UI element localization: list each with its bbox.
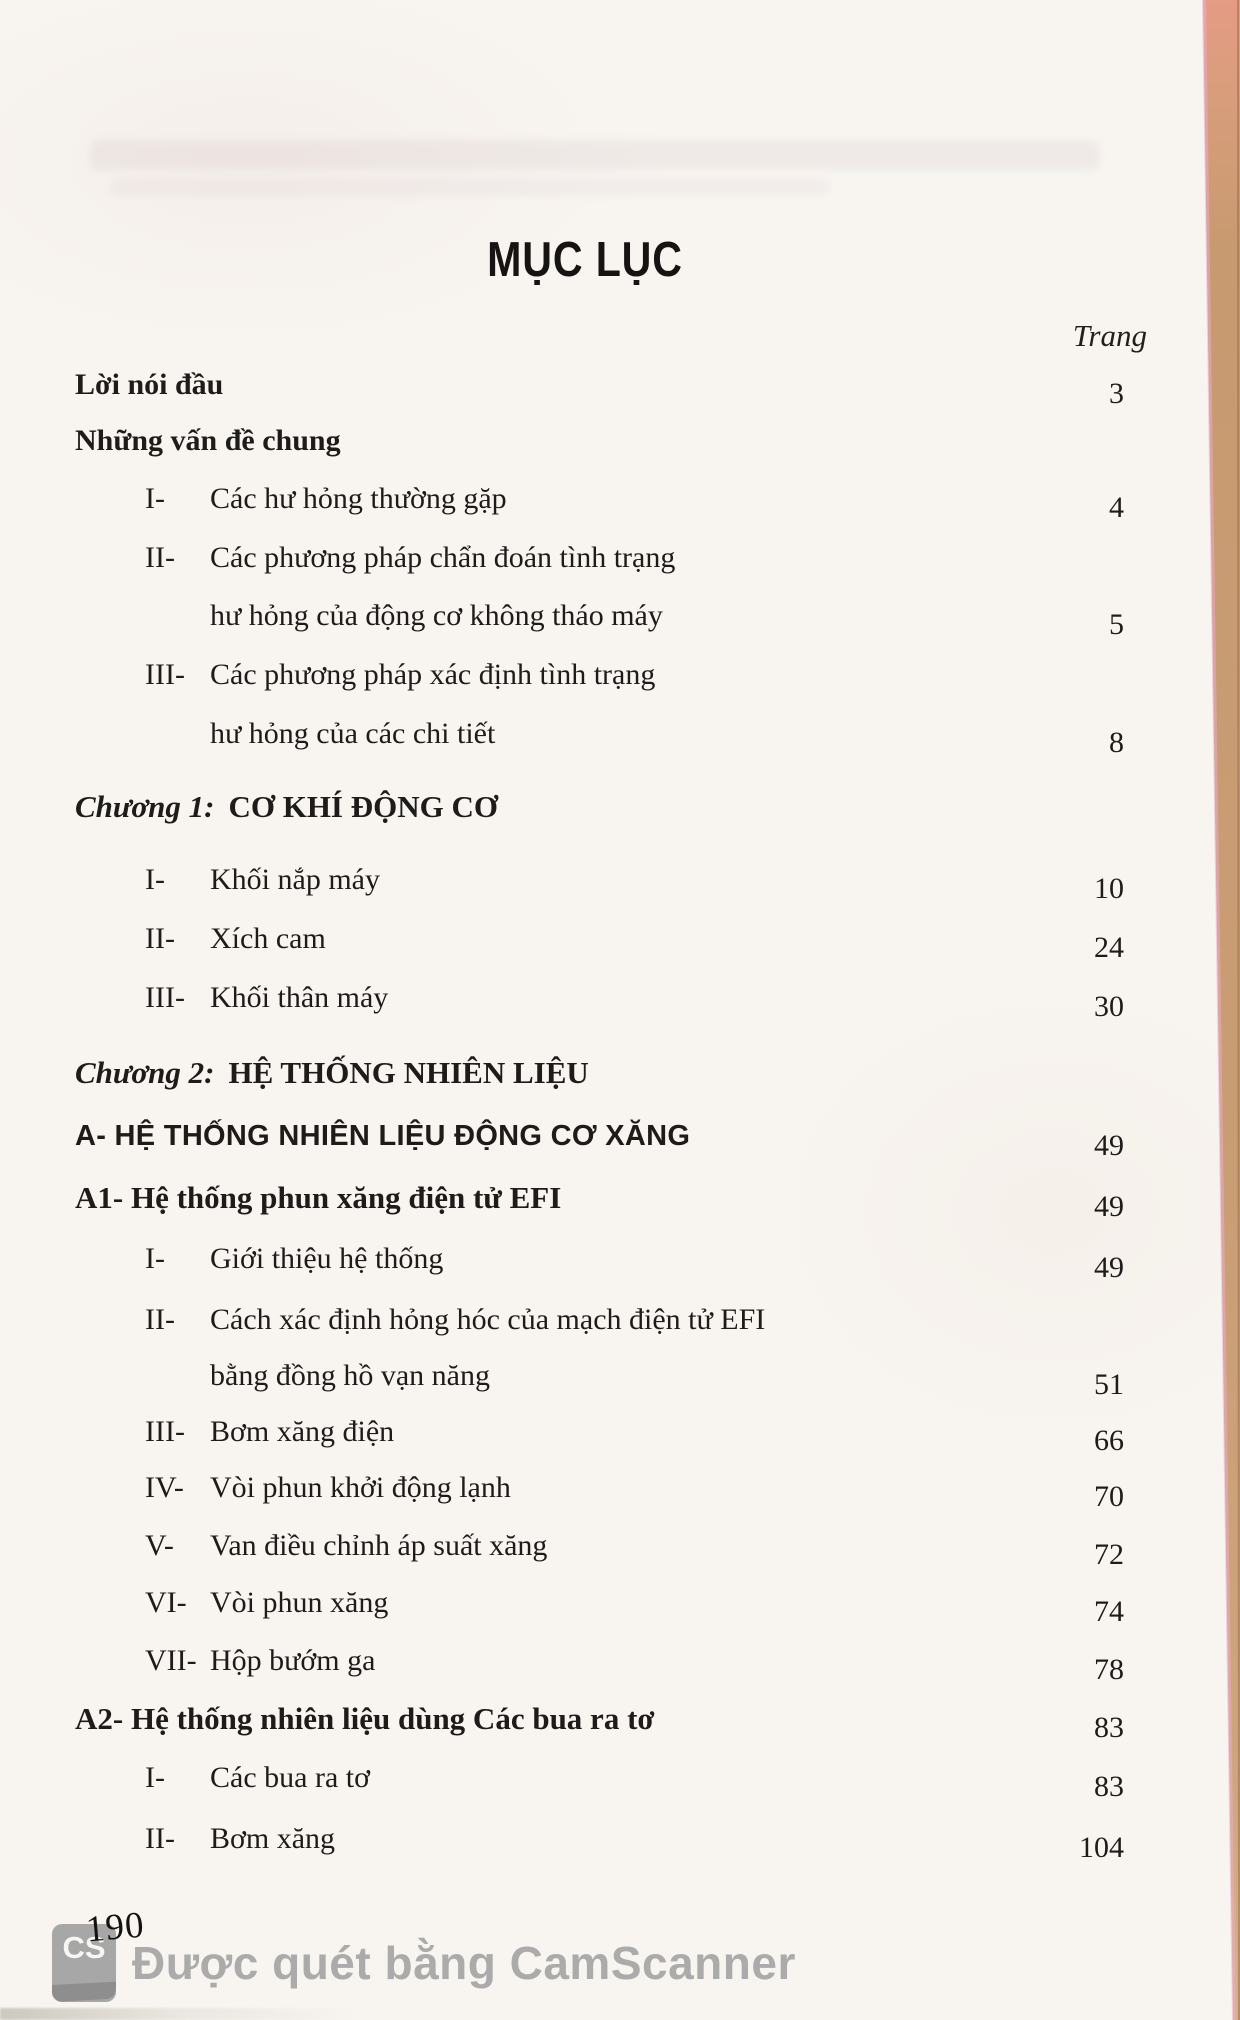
toc-row bbox=[75, 1759, 1124, 1803]
bleed-through-text bbox=[90, 140, 1100, 170]
item-numeral: VII- bbox=[145, 1644, 197, 1677]
item-label: Các bua ra tơ bbox=[210, 1761, 370, 1794]
page-number: 70 bbox=[1094, 1480, 1124, 1513]
chapter-title: CƠ KHÍ ĐỘNG CƠ bbox=[228, 789, 498, 824]
item-label: Giới thiệu hệ thống bbox=[210, 1242, 444, 1275]
page-number: 5 bbox=[1109, 608, 1124, 641]
page-number: 24 bbox=[1094, 931, 1124, 964]
toc-row bbox=[75, 1413, 1124, 1457]
chapter-title: HỆ THỐNG NHIÊN LIỆU bbox=[228, 1055, 589, 1090]
camscanner-icon-base bbox=[52, 1982, 116, 2002]
page-number: 83 bbox=[1094, 1711, 1124, 1744]
page-number: 3 bbox=[1109, 377, 1124, 410]
entry-label: A1- Hệ thống phun xăng điện tử EFI bbox=[75, 1180, 562, 1215]
item-numeral: III- bbox=[145, 658, 185, 691]
item-numeral: I- bbox=[145, 1242, 165, 1275]
item-label: Các phương pháp chẩn đoán tình trạng bbox=[210, 541, 676, 574]
item-numeral: III- bbox=[145, 1415, 185, 1448]
toc-list bbox=[75, 366, 1124, 1864]
entry-label: A2- Hệ thống nhiên liệu dùng Các bua ra tơ bbox=[75, 1701, 655, 1736]
item-numeral: II- bbox=[145, 1822, 175, 1855]
page-number: 10 bbox=[1094, 872, 1124, 905]
item-label: Bơm xăng điện bbox=[210, 1415, 395, 1448]
toc-row bbox=[75, 920, 1124, 964]
page-number: 51 bbox=[1094, 1368, 1124, 1401]
scan-bottom-edge-shadow bbox=[0, 2008, 360, 2020]
item-label: Cách xác định hỏng hóc của mạch điện tử EFI bbox=[210, 1303, 766, 1336]
camscanner-icon-label: CS bbox=[62, 1930, 106, 1965]
item-numeral: I- bbox=[145, 863, 165, 896]
entry-label: A- HỆ THỐNG NHIÊN LIỆU ĐỘNG CƠ XĂNG bbox=[75, 1120, 691, 1152]
entry-label: hư hỏng của các chi tiết bbox=[210, 717, 496, 750]
item-label: Các hư hỏng thường gặp bbox=[210, 482, 507, 515]
item-numeral: I- bbox=[145, 1761, 165, 1794]
page-number: 74 bbox=[1094, 1595, 1124, 1628]
printed-page-number: 190 bbox=[84, 1904, 147, 1951]
page-number: 4 bbox=[1109, 491, 1124, 524]
toc-row bbox=[75, 1642, 1124, 1686]
item-numeral: II- bbox=[145, 922, 175, 955]
toc-row bbox=[75, 366, 1124, 410]
toc-row bbox=[75, 422, 1124, 459]
item-label: Bơm xăng bbox=[210, 1822, 336, 1855]
toc-row bbox=[75, 1820, 1124, 1864]
toc-row bbox=[75, 1179, 1124, 1223]
toc-row bbox=[75, 1301, 1124, 1338]
item-label: Van điều chỉnh áp suất xăng bbox=[210, 1529, 548, 1562]
entry-label: Lời nói đầu bbox=[75, 368, 224, 401]
toc-row bbox=[75, 1700, 1124, 1744]
item-numeral: VI- bbox=[145, 1586, 187, 1619]
toc-row bbox=[75, 597, 1124, 641]
toc-row bbox=[75, 539, 1124, 576]
toc-row bbox=[75, 1584, 1124, 1628]
item-numeral: I- bbox=[145, 482, 165, 515]
item-label: Hộp bướm ga bbox=[210, 1644, 376, 1677]
toc-row bbox=[75, 1527, 1124, 1571]
page-number: 78 bbox=[1094, 1653, 1124, 1686]
toc-row bbox=[75, 788, 1124, 825]
item-label: Khối nắp máy bbox=[210, 863, 380, 896]
item-label: Các phương pháp xác định tình trạng bbox=[210, 658, 656, 691]
toc-row bbox=[75, 1240, 1124, 1284]
page-number: 30 bbox=[1094, 990, 1124, 1023]
entry-label: hư hỏng của động cơ không tháo máy bbox=[210, 599, 663, 632]
item-label: Vòi phun xăng bbox=[210, 1586, 389, 1619]
page-number: 8 bbox=[1109, 726, 1124, 759]
toc-row bbox=[75, 1357, 1124, 1401]
toc-row bbox=[75, 1469, 1124, 1513]
toc-row bbox=[75, 861, 1124, 905]
entry-label: Những vấn đề chung bbox=[75, 424, 341, 457]
camscanner-watermark-text: Được quét bằng CamScanner bbox=[132, 1937, 796, 1989]
item-numeral: III- bbox=[145, 981, 185, 1014]
toc-row bbox=[75, 715, 1124, 759]
page-number: 104 bbox=[1079, 1831, 1124, 1864]
item-numeral: II- bbox=[145, 1303, 175, 1336]
toc-row bbox=[75, 656, 1124, 693]
chapter-prefix: Chương 1: bbox=[75, 789, 215, 824]
entry-label: bằng đồng hồ vạn năng bbox=[210, 1359, 490, 1392]
item-numeral: V- bbox=[145, 1529, 174, 1562]
bleed-through-text bbox=[110, 178, 830, 196]
toc-row bbox=[75, 480, 1124, 524]
page-number: 66 bbox=[1094, 1424, 1124, 1457]
page-title: MỤC LỤC bbox=[487, 233, 683, 287]
item-label: Khối thân máy bbox=[210, 981, 389, 1014]
chapter-prefix: Chương 2: bbox=[75, 1055, 215, 1090]
item-label: Xích cam bbox=[210, 922, 326, 955]
toc-row bbox=[75, 979, 1124, 1023]
page-number: 83 bbox=[1094, 1770, 1124, 1803]
page-number: 72 bbox=[1094, 1538, 1124, 1571]
toc-row bbox=[75, 1054, 1124, 1091]
page-number: 49 bbox=[1094, 1129, 1124, 1162]
item-numeral: II- bbox=[145, 541, 175, 574]
page-number: 49 bbox=[1094, 1190, 1124, 1223]
page-column-header: Trang bbox=[1072, 318, 1147, 353]
item-numeral: IV- bbox=[145, 1471, 184, 1504]
item-label: Vòi phun khởi động lạnh bbox=[210, 1471, 511, 1504]
page-number: 49 bbox=[1094, 1251, 1124, 1284]
toc-row bbox=[75, 1118, 1124, 1162]
